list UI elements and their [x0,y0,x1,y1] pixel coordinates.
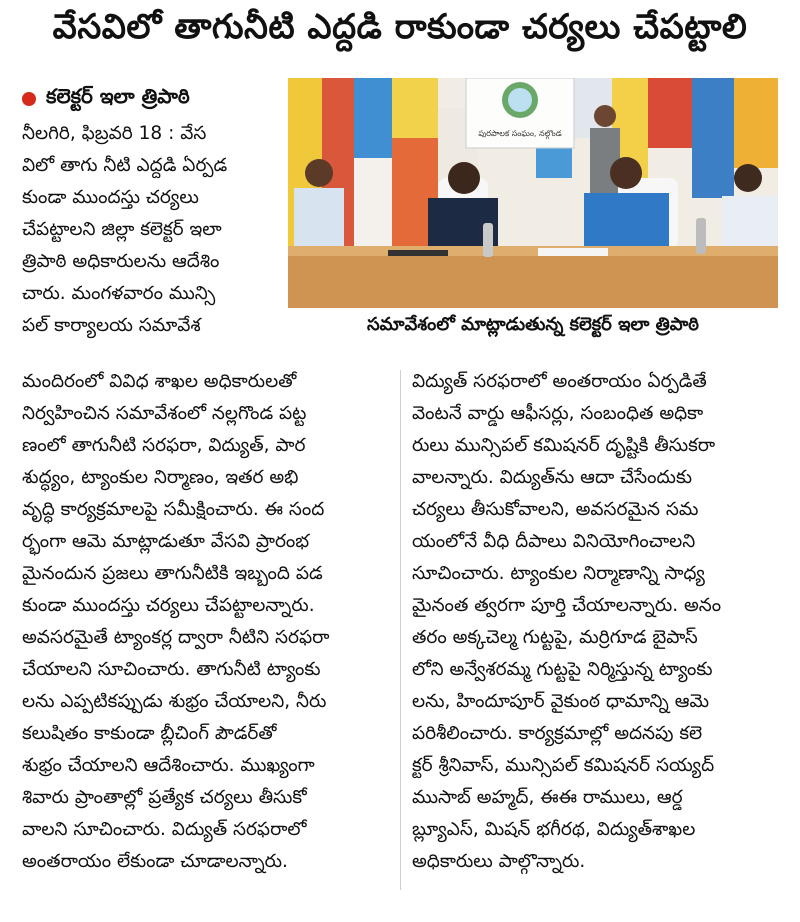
article-column-2 [22,366,390,878]
bullet-icon [22,92,36,106]
text-line: వెంటనే వార్డు ఆఫీసర్లు, సంబంధిత అధికా [412,403,704,424]
text-line: లను, హిందూపూర్ వైకుంఠ ధామాన్ని ఆమె [412,691,710,712]
text-line: త్రిపాఠి అధికారులను ఆదేశిం [22,251,220,272]
photo-caption: సమావేశంలో మాట్లాడుతున్న కలెక్టర్ ఇలా త్రిపాఠి [367,313,699,335]
article-column-3 [412,366,778,878]
text-line: చేపట్టాలని జిల్లా కలెక్టర్ ఇలా [22,219,222,240]
text-line: శుద్ధ్యం, ట్యాంకుల నిర్మాణం, ఇతర అభి [22,467,299,488]
text-line: బ్ల్యూఎస్, మిషన్ భగీరథ, విద్యుత్‌శాఖల [412,819,696,840]
text-line: ణంలో తాగునీటి సరఫరా, విద్యుత్, పార [22,435,306,456]
text-line: లోని అన్వేశరమ్మ గుట్టపై నిర్మిస్తున్న ట్యాంకు [412,659,713,680]
text-line: తరం అక్కచెల్మ గుట్టపై, మర్రిగూడ బైపాస్ [412,627,698,648]
text-line: నీలగిరి, ఫిబ్రవరి 18 : వేస [22,123,207,144]
text-line: నిర్వహించిన సమావేశంలో నల్లగొండ పట్ట [22,403,307,424]
text-line: మందిరంలో వివిధ శాఖల అధికారులతో [22,371,297,392]
text-line: విలో తాగు నీటి ఎద్దడి ఏర్పడ [22,155,228,176]
text-line: ర్భంగా ఆమె మాట్లాడుతూ వేసవి ప్రారంభ [22,531,310,552]
text-line: రులు మున్సిపల్ కమిషనర్ దృష్టికి తీసుకరా [412,435,716,456]
byline-text: కలెక్టర్ ఇలా త్రిపాఠి [46,84,190,108]
text-line: పరిశీలించారు. కార్యక్రమాల్లో అదనపు కలె [412,723,703,744]
banner-text: పురపాలక సంఘం, నల్గొండ [478,129,562,138]
text-line: కుండా ముందస్తు చర్యలు [22,187,199,208]
text-line: చర్యలు తీసుకోవాలని, అవసరమైన సమ [412,499,699,520]
text-line: లను ఎప్పటికప్పుడు శుభ్రం చేయాలని, నీరు [22,691,327,712]
text-line: అవసరమైతే ట్యాంకర్ల ద్వారా నీటిని సరఫరా [22,627,330,648]
headline [0,0,800,62]
text-line: శుభ్రం చేయాలని ఆదేశించారు. ముఖ్యంగా [22,755,315,776]
text-line: కలుషితం కాకుండా బ్లీచింగ్ పౌడర్‌తో [22,723,277,744]
text-line: వాలని సూచించారు. విద్యుత్ సరఫరాలో [22,819,307,840]
text-line: సూచించారు. ట్యాంకుల నిర్మాణాన్ని సాధ్య [412,563,705,584]
text-line: క్టర్ శ్రీనివాస్, మున్సిపల్ కమిషనర్ సయ్యద్ [412,755,715,776]
text-line: ముసాబ్ అహ్మద్, ఈఈ రాములు, ఆర్డ [412,787,683,808]
text-line: పల్ కార్యాలయ సమావేశ [22,315,201,336]
text-line: వృద్ధి కార్యక్రమాలపై సమీక్షించారు. ఈ సంద [22,499,325,520]
text-line: చారు. మంగళవారం మున్సి [22,283,216,304]
text-line: అధికారులు పాల్గొన్నారు. [412,851,586,872]
text-line: వాలన్నారు. విద్యుత్‌ను ఆదా చేసేందుకు [412,467,693,488]
text-line: విద్యుత్ సరఫరాలో అంతరాయం ఏర్పడితే [412,371,707,392]
byline [22,84,190,113]
text-line: అంతరాయం లేకుండా చూడాలన్నారు. [22,851,288,872]
text-line: మైనంత త్వరగా పూర్తి చేయాలన్నారు. అనం [412,595,722,616]
news-photo [288,78,778,308]
text-line: కుండా ముందస్తు చర్యలు చేపట్టాలన్నారు. [22,595,315,616]
text-line: యంలోనే వీధి దీపాలు వినియోగించాలని [412,531,696,552]
text-line: శివారు ప్రాంతాల్లో ప్రత్యేక చర్యలు తీసుకో [22,787,307,808]
meeting-photo-illustration [288,78,778,308]
text-line: చేయాలని సూచించారు. తాగునీటి ట్యాంకు [22,659,321,680]
headline-text: వేసవిలో తాగునీటి ఎద్దడి రాకుండా చర్యలు చేపట్టాలి [52,7,748,47]
column-divider [400,370,401,890]
article-column-1 [22,118,274,342]
text-line: మైనందున ప్రజలు తాగునీటికి ఇబ్బంది పడ [22,563,323,584]
